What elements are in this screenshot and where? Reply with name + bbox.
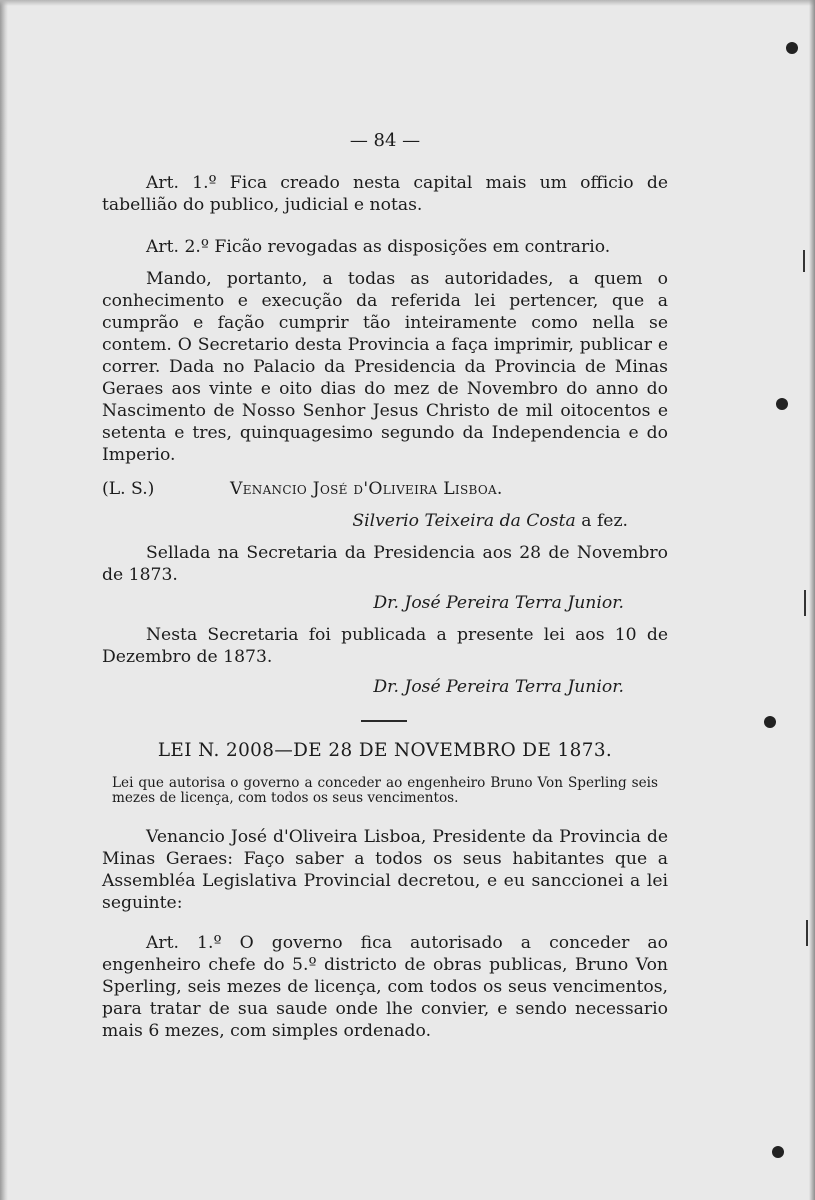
- paragraph-mando: Mando, portanto, a todas as autoridades, a quem o conhecimento e execução da referida lei pertencer, que a cumprão e fação cumprir tão inteiramente como nella se contem. O Secretario desta Provincia a faça imprimir, publicar e correr. Dada no Palacio da Presidencia da Provincia de Minas Geraes aos vinte e oito dias do mez de Novembro do anno do Nascimento de Nosso Senhor Jesus Christo de mil oitocentos e setenta e tres, quinquagesimo segundo da Independencia e do Imperio.: [102, 269, 668, 465]
- paragraph-preamble: Venancio José d'Oliveira Lisboa, Presidente da Provincia de Minas Geraes: Faço saber a todos os seus habitantes que a Assembléa Legislativa Provincial decretou, e eu sanccionei a lei seguinte:: [102, 827, 668, 913]
- paragraph-nesta: Nesta Secretaria foi publicada a presente lei aos 10 de Dezembro de 1873.: [102, 625, 668, 667]
- signature-line-secretary: [102, 510, 668, 532]
- binding-hole-3-icon: [764, 716, 776, 728]
- binding-hole-1-icon: [786, 42, 798, 54]
- paragraph-art2-previous: Art. 2.º Ficão revogadas as disposições em contrario.: [146, 237, 611, 257]
- paragraph-sellada: Sellada na Secretaria da Presidencia aos 28 de Novembro de 1873.: [102, 543, 668, 585]
- margin-mark: [804, 590, 806, 616]
- secretary-name: Silverio Teixeira da Costa: [352, 511, 576, 531]
- scan-left-edge: [0, 0, 8, 1200]
- binding-hole-2-icon: [776, 398, 788, 410]
- law-summary: Lei que autorisa o governo a conceder ao engenheiro Bruno Von Sperling seis mezes de licença, com todos os seus vencimentos.: [112, 775, 658, 806]
- signature-terra-1: Dr. José Pereira Terra Junior.: [373, 593, 624, 613]
- scan-top-edge: [0, 0, 815, 6]
- paragraph-art1-new: Art. 1.º O governo fica autorisado a conceder ao engenheiro chefe do 5.º districto de obras publicas, Bruno Von Sperling, seis mezes de licença, com todos os seus vencimentos, para tratar de sua saude onde lhe convier, e sendo necessario mais 6 mezes, com simples ordenado.: [102, 933, 668, 1041]
- margin-mark: [806, 920, 808, 946]
- signature-terra-2: Dr. José Pereira Terra Junior.: [373, 677, 624, 697]
- signature-line-main: [102, 478, 668, 500]
- secretary-suffix: a fez.: [581, 511, 628, 531]
- binding-hole-4-icon: [772, 1146, 784, 1158]
- section-divider: [361, 720, 407, 722]
- margin-mark: [803, 250, 805, 272]
- page-number: — 84 —: [349, 130, 421, 151]
- signer-name: Venancio José d'Oliveira Lisboa.: [230, 479, 503, 499]
- paragraph-art1-previous: Art. 1.º Fica creado nesta capital mais um officio de tabellião do publico, judicial e notas.: [102, 173, 668, 215]
- law-title: LEI N. 2008—DE 28 DE NOVEMBRO DE 1873.: [157, 740, 613, 761]
- scan-right-edge: [809, 0, 815, 1200]
- seal-label: (L. S.): [102, 479, 155, 499]
